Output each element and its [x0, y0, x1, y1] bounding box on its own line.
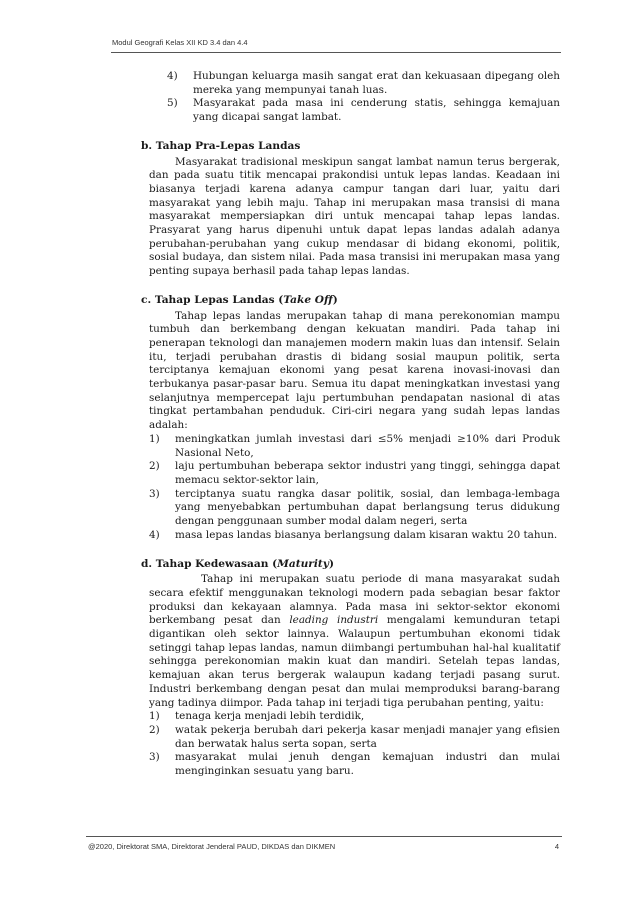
list-item [149, 460, 560, 487]
list-text: terciptanya suatu rangka dasar politik, sosial, dan lembaga-lembaga yang menyebabkan pertumbuhan dapat berlangsung terus didukung dengan penggunaan sumber modal dalam negeri, serta [175, 487, 560, 528]
list-text: meningkatkan jumlah investasi dari ≤5% menjadi ≥10% dari Produk Nasional Neto, [175, 432, 560, 459]
heading-text: c. Tahap Lepas Landas ( [141, 293, 284, 306]
section-d-paragraph [149, 573, 560, 710]
continued-list [167, 70, 560, 125]
list-text: tenaga kerja menjadi lebih terdidik, [175, 710, 365, 723]
paragraph-text: mengalami kemunduran tetapi digantikan oleh sektor lainnya. Walaupun pertumbuhan ekonomi tidak setinggi tahap lepas landas, namun diimbangi pertumbuhan hal-hal kualitatif sehingga perekonomian makin kuat dan mandiri. Setelah tepas landas, kemajuan akan terus bergerak walaupun kadang terjadi pasang surut. Industri berkembang dengan pesat dan mulai memproduksi barang-barang yang tadinya diimpor. Pada tahap ini terjadi tiga perubahan penting, yaitu: [149, 614, 560, 709]
list-text: Hubungan keluarga masih sangat erat dan kekuasaan dipegang oleh mereka yang mempunyai tanah luas. [193, 70, 560, 96]
section-b-paragraph: Masyarakat tradisional meskipun sangat lambat namun terus bergerak, dan pada suatu titik mencapai prakondisi untuk lepas landas. Keadaan ini biasanya terjadi karena adanya campur tangan dari luar, yaitu dari masyarakat yang lebih maju. Tahap ini merupakan masa transisi di mana masyarakat mempersiapkan diri untuk mencapai tahap lepas landas. Prasyarat yang harus dipenuhi untuk dapat lepas landas adalah adanya perubahan-perubahan yang cukup mendasar di bidang ekonomi, politik, sosial budaya, dan sistem nilai. Pada masa transisi ini merupakan masa yang penting supaya berhasil pada tahap lepas landas. [149, 155, 560, 278]
section-c-heading [141, 294, 560, 308]
list-text: Masyarakat pada masa ini cenderung statis, sehingga kemajuan yang dicapai sangat lambat. [193, 97, 560, 124]
footer-copyright: @2020, Direktorat SMA, Direktorat Jenderal PAUD, DIKDAS dan DIKMEN [88, 842, 336, 851]
heading-text: d. Tahap Kedewasaan ( [141, 557, 278, 570]
section-d-list [149, 710, 560, 779]
heading-text: ) [332, 293, 338, 306]
page-content [141, 70, 560, 779]
heading-italic: Take Off [283, 293, 333, 306]
list-number: 3) [149, 751, 160, 764]
section-d-heading [141, 558, 560, 572]
page-number: 4 [554, 842, 559, 851]
list-number: 2) [149, 723, 160, 736]
list-number: 1) [149, 710, 160, 723]
list-item [149, 751, 560, 778]
list-text: masa lepas landas biasanya berlangsung dalam kisaran waktu 20 tahun. [175, 528, 558, 541]
section-c-list [149, 433, 560, 543]
list-item [149, 710, 560, 724]
list-item [149, 488, 560, 529]
list-item [167, 97, 560, 124]
heading-text: ) [328, 557, 334, 570]
footer-divider [86, 836, 562, 837]
list-item [149, 433, 560, 460]
list-text: watak pekerja berubah dari pekerja kasar menjadi manajer yang efisien dan berwatak halus serta sopan, serta [175, 723, 560, 750]
list-text: masyarakat mulai jenuh dengan kemajuan industri dan mulai menginginkan sesuatu yang baru. [175, 751, 560, 778]
header-divider [111, 52, 561, 53]
list-number: 4) [167, 70, 178, 82]
list-number: 2) [149, 460, 160, 473]
list-number: 5) [167, 97, 178, 110]
list-number: 1) [149, 432, 160, 445]
paragraph-text: Tahap ini merupakan suatu periode di mana masyarakat sudah secara efektif menggunakan teknologi modern pada sebagian besar faktor produksi dan kekayaan alamnya. Pada masa ini sektor-sektor ekonomi berkembang pesat dan [149, 573, 560, 627]
list-item [167, 70, 560, 97]
heading-italic: Maturity [277, 557, 329, 570]
section-c-paragraph: Tahap lepas landas merupakan tahap di mana perekonomian mampu tumbuh dan berkembang dengan kekuatan mandiri. Pada tahap ini penerapan teknologi dan manajemen modern makin luas dan intensif. Selain itu, terjadi perubahan drastis di bidang sosial maupun politik, serta terciptanya kemajuan ekonomi yang pesat karena inovasi-inovasi dan terbukanya pasar-pasar baru. Semua itu dapat meningkatkan investasi yang selanjutnya mempercepat laju pertumbuhan pendapatan nasional di atas tingkat pertambahan penduduk. Ciri-ciri negara yang sudah lepas landas adalah: [149, 309, 560, 432]
list-number: 3) [149, 487, 160, 500]
list-number: 4) [149, 528, 160, 541]
list-item [149, 724, 560, 751]
list-item [149, 529, 560, 543]
list-text: laju pertumbuhan beberapa sektor industri yang tinggi, sehingga dapat memacu sektor-sektor lain, [175, 460, 560, 486]
paragraph-italic: leading industri [289, 614, 379, 627]
section-b-heading: b. Tahap Pra-Lepas Landas [141, 139, 301, 152]
running-header: Modul Geografi Kelas XII KD 3.4 dan 4.4 [112, 38, 248, 47]
